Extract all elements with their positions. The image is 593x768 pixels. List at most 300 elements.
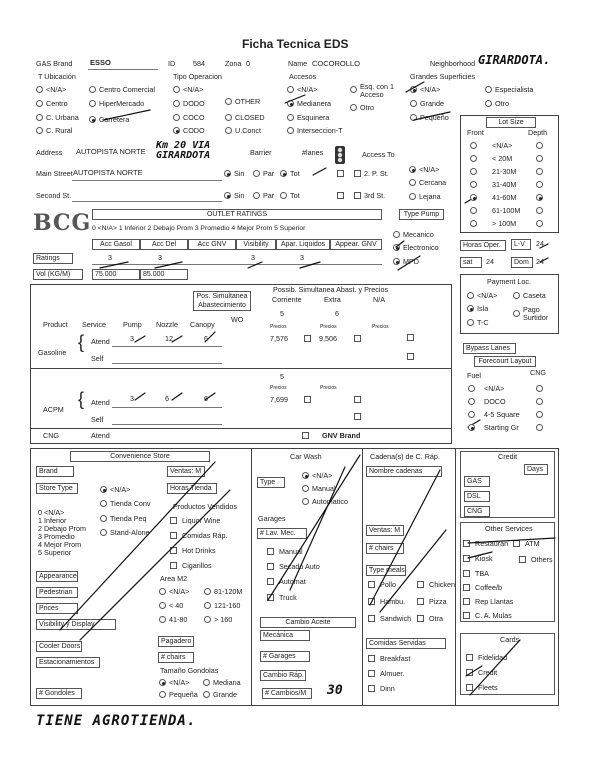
- cambios-label: # Cambios/M: [262, 688, 312, 699]
- area-na-radio[interactable]: [159, 588, 166, 595]
- credit-cng-label: CNG: [464, 506, 490, 517]
- payment-surtidor-radio[interactable]: [513, 310, 520, 317]
- store-type-peq-radio[interactable]: [100, 515, 107, 522]
- prod-liquor-check[interactable]: [170, 517, 177, 524]
- barrier-tot-radio[interactable]: [280, 170, 287, 177]
- operacion-other-radio[interactable]: [225, 98, 232, 105]
- gas-brand-value[interactable]: ESSO: [90, 58, 111, 67]
- accesos-intersec-radio[interactable]: [287, 127, 294, 134]
- payment-title: Payment Loc.: [487, 277, 531, 286]
- meal-pizza-label: Pizza: [429, 597, 447, 606]
- tam-na-label: <N/A>: [169, 678, 190, 687]
- barrier-par-radio[interactable]: [253, 170, 260, 177]
- prod-comidas-check[interactable]: [170, 532, 177, 539]
- payment-tc-radio[interactable]: [467, 319, 474, 326]
- rd-st-label: 3rd St.: [364, 191, 386, 200]
- ubicacion-centro-label: Centro: [46, 99, 68, 108]
- name-label: Name: [288, 59, 308, 68]
- pump-mecanico-radio[interactable]: [393, 231, 400, 238]
- meal-chicken-check[interactable]: [417, 581, 424, 588]
- area-160-radio[interactable]: [204, 602, 211, 609]
- svc-kiosk-check[interactable]: [463, 555, 470, 562]
- acpm-canopy-value[interactable]: 6: [204, 394, 208, 403]
- svc-restauran-label: Restauran: [475, 539, 509, 548]
- operacion-uconct-radio[interactable]: [225, 127, 232, 134]
- ubicacion-hiper-radio[interactable]: [89, 100, 96, 107]
- prod-comidas-label: Comidas Ráp.: [182, 531, 228, 540]
- area-gt160-radio[interactable]: [204, 616, 211, 623]
- area-40-radio[interactable]: [159, 602, 166, 609]
- cadena-title: Cadena(s) de C. Ráp.: [370, 452, 440, 461]
- acpm-corriente-check[interactable]: [304, 396, 311, 403]
- page-title: Ficha Tecnica EDS: [242, 37, 349, 51]
- meal-otra-label: Otra: [429, 614, 443, 623]
- p-st-checkbox[interactable]: [354, 170, 361, 177]
- lot-option-label-3: 31-40M: [492, 180, 517, 189]
- rating-acc-gasol[interactable]: 3: [108, 253, 112, 262]
- ubicacion-cc-radio[interactable]: [89, 86, 96, 93]
- grandes-especialista-label: Especialista: [495, 85, 534, 94]
- area-gt160-label: > 160: [214, 615, 233, 624]
- meal-pollo-label: Pollo: [380, 580, 396, 589]
- layout-cng-radio-3[interactable]: [536, 424, 543, 431]
- meal-otra-check[interactable]: [417, 615, 424, 622]
- cambio-rap-label: Cambio Ráp.: [260, 670, 306, 681]
- svc-llantas-check[interactable]: [463, 598, 470, 605]
- operacion-na-radio[interactable]: [173, 86, 180, 93]
- divider-cadena-credit: [455, 448, 456, 706]
- vol-value-2[interactable]: 85.000: [140, 269, 188, 280]
- rating-col-acc-gasol: Acc Gasol: [92, 239, 140, 250]
- rd-st-checkbox[interactable]: [354, 192, 361, 199]
- acpm-corriente-count[interactable]: 5: [280, 372, 284, 381]
- accesos-na-radio[interactable]: [287, 86, 294, 93]
- products-divider-2: [30, 428, 452, 429]
- ubicacion-urbana-radio[interactable]: [36, 114, 43, 121]
- ubicacion-na-radio[interactable]: [36, 86, 43, 93]
- ubicacion-hiper-label: HiperMercado: [99, 99, 145, 108]
- carwash-type-label: Type: [257, 477, 285, 488]
- operacion-coco-label: COCO: [183, 113, 205, 122]
- access-lejana-label: Lejana: [419, 192, 441, 201]
- access-na-radio[interactable]: [409, 166, 416, 173]
- gas-brand-label: GAS Brand: [36, 59, 73, 68]
- tam-grande-radio[interactable]: [203, 691, 210, 698]
- prod-hotdrinks-label: Hot Drinks: [182, 546, 216, 555]
- other-services-title: Other Services: [485, 524, 533, 533]
- ubicacion-carretera-radio[interactable]: [89, 116, 96, 123]
- tam-mediana-radio[interactable]: [203, 679, 210, 686]
- gondoles-label: # Gondoles: [36, 688, 82, 699]
- layout-fuel-radio-2[interactable]: [468, 411, 475, 418]
- ubicacion-rural-radio[interactable]: [36, 127, 43, 134]
- cw-secado-check[interactable]: [267, 563, 274, 570]
- barrier-sin-radio[interactable]: [224, 170, 231, 177]
- col-product: Product: [43, 320, 68, 329]
- svc-kiosk-label: Kiosk: [475, 554, 493, 563]
- rating-apar-liquidos[interactable]: 3: [300, 253, 304, 262]
- barrier-label: Barrier: [250, 148, 272, 157]
- access-cercana-radio[interactable]: [409, 179, 416, 186]
- card-fidelidad-label: Fidelidad: [478, 653, 508, 662]
- barrier-sin-label: Sin: [234, 169, 245, 178]
- ratings-label: Ratings: [33, 253, 73, 264]
- operacion-dodo-radio[interactable]: [173, 100, 180, 107]
- rating-col-visibility: Visibility: [236, 239, 276, 250]
- area-label: Area M2: [160, 574, 188, 583]
- svc-atm-check[interactable]: [513, 540, 520, 547]
- acpm-self-underline: [112, 424, 222, 425]
- area-40-label: < 40: [169, 601, 184, 610]
- accesos-otro-radio[interactable]: [350, 104, 357, 111]
- barrier-tot-label: Tot: [290, 169, 300, 178]
- cadena-chairs-label: # chairs: [366, 543, 404, 554]
- gasoline-corriente-count[interactable]: 5: [280, 309, 284, 318]
- gasoline-price-corriente[interactable]: 7,576: [270, 334, 288, 343]
- zona-value[interactable]: 0: [246, 59, 250, 68]
- lot-depth-label: Depth: [528, 128, 548, 137]
- pump-mpd-radio[interactable]: [393, 258, 400, 265]
- ubicacion-centro-radio[interactable]: [36, 100, 43, 107]
- lot-depth-radio-1[interactable]: [536, 155, 543, 162]
- meal-pizza-check[interactable]: [417, 598, 424, 605]
- layout-fuel-radio-1[interactable]: [468, 398, 475, 405]
- estacionamientos-label: Estacionamientos: [36, 657, 100, 668]
- grandes-grande-radio[interactable]: [410, 100, 417, 107]
- accesos-medianera-radio[interactable]: [287, 100, 294, 107]
- carwash-na-label: <N/A>: [312, 471, 333, 480]
- acpm-label: ACPM: [43, 405, 64, 414]
- lanes-label: #lanes: [302, 148, 324, 157]
- acpm-nozzle-value[interactable]: 6: [165, 394, 169, 403]
- lot-front-radio-6[interactable]: [470, 220, 477, 227]
- store-type-conv-radio[interactable]: [100, 500, 107, 507]
- vol-value-1[interactable]: 75.000: [92, 269, 140, 280]
- ubicacion-carretera-label: Carretera: [99, 115, 130, 124]
- second-tot-label: Tot: [290, 191, 300, 200]
- acpm-precios-1: Precios: [270, 385, 287, 391]
- cw-secado-label: Secado Auto: [279, 562, 320, 571]
- lot-depth-radio-4[interactable]: [536, 194, 543, 201]
- acpm-price[interactable]: 7,699: [270, 395, 288, 404]
- access-to-label: Access To: [362, 150, 395, 159]
- lot-front-radio-3[interactable]: [470, 181, 477, 188]
- payment-isla-radio[interactable]: [467, 305, 474, 312]
- lot-front-radio-4[interactable]: [470, 194, 477, 201]
- grandes-otro-radio[interactable]: [485, 100, 492, 107]
- credit-title: Credit: [498, 452, 518, 461]
- gasoline-na-check-2[interactable]: [407, 353, 414, 360]
- operacion-label: Tipo Operacion: [173, 72, 222, 81]
- svc-others-check[interactable]: [519, 556, 526, 563]
- acpm-self: Self: [91, 415, 104, 424]
- second-street-label: Second St.: [36, 191, 72, 200]
- gasoline-canopy-value[interactable]: 6: [204, 334, 208, 343]
- rating-col-acc-gnv: Acc GNV: [188, 239, 236, 250]
- carwash-na-radio[interactable]: [302, 472, 309, 479]
- layout-option-label-2: 4-5 Square: [484, 410, 520, 419]
- second-sin-label: Sin: [234, 191, 245, 200]
- rating-col-apar-liquidos: Apar. Liquidos: [276, 239, 330, 250]
- pump-electronico-label: Electronico: [403, 243, 439, 252]
- cadena-ventas-label: Ventas: M: [366, 525, 404, 536]
- prod-liquor-label: Liquor Wine: [182, 516, 221, 525]
- tam-grande-label: Grande: [213, 690, 237, 699]
- lot-depth-radio-6[interactable]: [536, 220, 543, 227]
- lanes-box-2[interactable]: [337, 192, 344, 199]
- grandes-pequeno-radio[interactable]: [410, 114, 417, 121]
- layout-fuel-radio-3[interactable]: [468, 424, 475, 431]
- svc-coffee-check[interactable]: [463, 584, 470, 591]
- store-scale-line-4: 4 Mejor Prom: [38, 540, 82, 549]
- payment-caseta-radio[interactable]: [513, 292, 520, 299]
- area-120-label: 81-120M: [214, 587, 243, 596]
- gasoline-corriente-check[interactable]: [304, 335, 311, 342]
- gasoline-pump-value[interactable]: 3: [130, 334, 134, 343]
- lot-depth-radio-5[interactable]: [536, 207, 543, 214]
- gasoline-brace: {: [78, 332, 85, 352]
- operacion-na-label: <N/A>: [183, 85, 204, 94]
- dinn-label: Dinn: [380, 684, 395, 693]
- store-type-na-label: <N/A>: [110, 485, 131, 494]
- cw-truck-check[interactable]: [267, 594, 274, 601]
- col-pump: Pump: [123, 320, 142, 329]
- svc-restauran-check[interactable]: [463, 540, 470, 547]
- second-tot-radio[interactable]: [280, 192, 287, 199]
- store-type-na-radio[interactable]: [100, 486, 107, 493]
- accesos-otro-label: Otro: [360, 103, 374, 112]
- store-scale-line-2: 2 Debajo Prom: [38, 524, 86, 533]
- gas-precios-3: Precios: [372, 324, 389, 330]
- meal-sandwich-label: Sandwich: [380, 614, 412, 623]
- ubicacion-cc-label: Centro Comercial: [99, 85, 155, 94]
- second-par-radio[interactable]: [253, 192, 260, 199]
- lot-front-label: Front: [467, 128, 484, 137]
- card-fleets-check[interactable]: [466, 684, 473, 691]
- access-cercana-label: Cercana: [419, 178, 447, 187]
- lot-depth-radio-0[interactable]: [536, 142, 543, 149]
- cw-automat-check[interactable]: [267, 578, 274, 585]
- grandes-grande-label: Grande: [420, 99, 444, 108]
- svc-others-label: Others: [531, 555, 553, 564]
- cambio-aceite-title: Cambio Aceite: [260, 617, 356, 628]
- pump-electronico-radio[interactable]: [393, 244, 400, 251]
- lot-front-radio-5[interactable]: [470, 207, 477, 214]
- lot-option-label-0: <N/A>: [492, 141, 513, 150]
- visibility-display-label: Visibility y Display: [36, 619, 116, 630]
- acpm-atend-underline: [112, 407, 222, 408]
- cw-automat-label: Automat: [279, 577, 306, 586]
- store-scale-line-5: 5 Superior: [38, 548, 72, 557]
- lot-front-radio-2[interactable]: [470, 168, 477, 175]
- ubicacion-urbana-label: C. Urbana: [46, 113, 79, 122]
- layout-fuel-radio-0[interactable]: [468, 385, 475, 392]
- breakfast-check[interactable]: [368, 655, 375, 662]
- address-value[interactable]: AUTOPISTA NORTE: [76, 147, 146, 156]
- rating-visibility[interactable]: 3: [251, 253, 255, 262]
- vol-label: Vol (KG/M): [33, 269, 83, 280]
- layout-cng-radio-2[interactable]: [536, 411, 543, 418]
- card-credit-check[interactable]: [466, 669, 473, 676]
- lot-depth-radio-3[interactable]: [536, 181, 543, 188]
- layout-cng-radio-0[interactable]: [536, 385, 543, 392]
- meal-hambu-check[interactable]: [368, 598, 375, 605]
- dinn-check[interactable]: [368, 685, 375, 692]
- accesos-na-label: <N/A>: [297, 85, 318, 94]
- lot-front-radio-0[interactable]: [470, 142, 477, 149]
- rating-col-appear-gnv: Appear. GNV: [330, 239, 382, 250]
- gasoline-extra-check[interactable]: [354, 335, 361, 342]
- possib-title: Possib. Simultanea Abast. y Precios: [273, 285, 389, 294]
- acpm-extra-check[interactable]: [354, 396, 361, 403]
- sat-value[interactable]: 24: [486, 257, 494, 266]
- prod-hotdrinks-check[interactable]: [170, 547, 177, 554]
- lot-depth-radio-2[interactable]: [536, 168, 543, 175]
- dom-value[interactable]: 24: [536, 257, 544, 266]
- gasoline-price-extra[interactable]: 9,506: [319, 334, 337, 343]
- cw-truck-label: Truck: [279, 593, 297, 602]
- main-street-value[interactable]: AUTOPISTA NORTE: [73, 168, 143, 177]
- main-street-underline: [72, 180, 222, 181]
- tam-pequena-radio[interactable]: [159, 691, 166, 698]
- ubicacion-rural-label: C. Rural: [46, 126, 73, 135]
- mecanica-label: Mecánica: [260, 630, 310, 641]
- main-street-label: Main Street: [36, 169, 73, 178]
- second-par-label: Par: [263, 191, 275, 200]
- operacion-coco-radio[interactable]: [173, 114, 180, 121]
- acpm-self-check[interactable]: [354, 413, 361, 420]
- neighborhood-label: Neighborhood: [430, 59, 476, 68]
- lot-option-label-1: < 20M: [492, 154, 513, 163]
- forecourt-layout-label: Forecourt Layout: [474, 356, 536, 367]
- cw-manual-check[interactable]: [267, 548, 274, 555]
- store-type-peq-label: Tienda Peq: [110, 514, 147, 523]
- access-lejana-radio[interactable]: [409, 193, 416, 200]
- layout-option-label-0: <N/A>: [484, 384, 505, 393]
- gas-precios-1: Precios: [270, 324, 287, 330]
- cards-title: Cards: [500, 635, 520, 644]
- accesos-label: Accesos: [289, 72, 317, 81]
- gasoline-extra-count[interactable]: 6: [335, 309, 339, 318]
- accesos-esq1-radio[interactable]: [350, 86, 357, 93]
- id-label: ID: [168, 59, 176, 68]
- operacion-codo-label: CODO: [183, 126, 205, 135]
- breakfast-label: Breakfast: [380, 654, 411, 663]
- id-value[interactable]: 584: [193, 59, 205, 68]
- name-value[interactable]: COCOROLLO: [312, 59, 360, 68]
- cng-atend: Atend: [91, 431, 110, 440]
- area-120-radio[interactable]: [204, 588, 211, 595]
- layout-cng-radio-1[interactable]: [536, 398, 543, 405]
- accesos-intersec-label: Interseccion-T: [297, 126, 343, 135]
- pump-mpd-label: MPD: [403, 257, 419, 266]
- accesos-esq1-label: Esq. con 1 Acceso: [360, 82, 394, 100]
- horas-oper-label: Horas Oper.: [460, 240, 506, 251]
- cng-label: CNG: [43, 431, 59, 440]
- acpm-pump-value[interactable]: 3: [130, 394, 134, 403]
- svc-mulas-label: C. A. Mulas: [475, 611, 512, 620]
- rating-col-acc-del: Acc Del: [140, 239, 188, 250]
- carwash-garages-label: Garages: [258, 514, 286, 523]
- carwash-auto-label: Automatico: [312, 497, 348, 506]
- gas-brand-underline: [88, 69, 158, 70]
- grandes-na-radio[interactable]: [410, 86, 417, 93]
- gasoline-label: Gasoline: [38, 348, 67, 357]
- col-nozzle: Nozzle: [156, 320, 178, 329]
- grandes-na-label: <N/A>: [420, 85, 441, 94]
- gasoline-nozzle-value[interactable]: 12: [165, 334, 173, 343]
- svc-llantas-label: Rep Llantas: [475, 597, 514, 606]
- card-fidelidad-check[interactable]: [466, 654, 473, 661]
- access-na-label: <N/A>: [419, 165, 440, 174]
- prod-cigarillos-check[interactable]: [170, 562, 177, 569]
- barrier-par-label: Par: [263, 169, 275, 178]
- credit-dsl-label: DSL: [464, 491, 490, 502]
- lot-front-radio-1[interactable]: [470, 155, 477, 162]
- productos-label: Productos Vendidos: [173, 502, 237, 511]
- lv-value[interactable]: 24: [536, 239, 544, 248]
- cw-garages-label: # Garages: [260, 651, 310, 662]
- card-credit-label: Credit: [478, 668, 498, 677]
- nombre-cadenas-label: Nombre cadenas: [366, 466, 442, 477]
- second-sin-radio[interactable]: [224, 192, 231, 199]
- operacion-dodo-label: DODO: [183, 99, 205, 108]
- gnv-brand-check[interactable]: [302, 432, 309, 439]
- store-type-conv-label: Tienda Conv: [110, 499, 151, 508]
- rating-acc-del[interactable]: 3: [158, 253, 162, 262]
- cambios-value[interactable]: 30: [327, 683, 343, 698]
- accesos-medianera-label: Medianera: [297, 99, 331, 108]
- accesos-esquinera-radio[interactable]: [287, 114, 294, 121]
- gnv-brand-label: GNV Brand: [322, 431, 361, 440]
- carwash-auto-radio[interactable]: [302, 498, 309, 505]
- grandes-especialista-radio[interactable]: [485, 86, 492, 93]
- carwash-manual-label: Manual: [312, 484, 336, 493]
- lv-label: L-V: [511, 239, 531, 250]
- operacion-codo-radio[interactable]: [173, 127, 180, 134]
- tam-mediana-label: Mediana: [213, 678, 241, 687]
- payment-na-label: <N/A>: [477, 291, 498, 300]
- payment-na-radio[interactable]: [467, 292, 474, 299]
- layout-cng-label: CNG: [530, 368, 546, 377]
- ubicacion-na-label: <N/A>: [46, 85, 67, 94]
- svc-mulas-check[interactable]: [463, 612, 470, 619]
- neighborhood-value[interactable]: GIRARDOTA.: [478, 53, 551, 67]
- operacion-other-label: OTHER: [235, 97, 261, 106]
- operacion-closed-radio[interactable]: [225, 114, 232, 121]
- svc-tba-check[interactable]: [463, 570, 470, 577]
- address-handwritten: Km 20 VIA GIRARDOTA: [156, 140, 211, 161]
- gasoline-na-check-1[interactable]: [407, 334, 414, 341]
- type-meals-label: Type meals: [366, 565, 406, 576]
- acpm-precios-2: Precios: [320, 385, 337, 391]
- meal-sandwich-check[interactable]: [368, 615, 375, 622]
- card-fleets-label: Fleets: [478, 683, 498, 692]
- almuer-check[interactable]: [368, 670, 375, 677]
- tam-na-radio[interactable]: [159, 679, 166, 686]
- lav-mec-label: # Lav. Mec.: [257, 528, 307, 539]
- store-title: Convenience Store: [70, 451, 210, 462]
- layout-fuel-label: Fuel: [467, 371, 481, 380]
- acpm-brace: {: [78, 389, 85, 409]
- area-80-radio[interactable]: [159, 616, 166, 623]
- outlet-ratings-title: OUTLET RATINGS: [92, 209, 382, 220]
- meal-pollo-check[interactable]: [368, 581, 375, 588]
- gas-precios-2: Precios: [320, 324, 337, 330]
- lanes-box-1[interactable]: [337, 170, 344, 177]
- store-type-stand-radio[interactable]: [100, 529, 107, 536]
- carwash-manual-radio[interactable]: [302, 485, 309, 492]
